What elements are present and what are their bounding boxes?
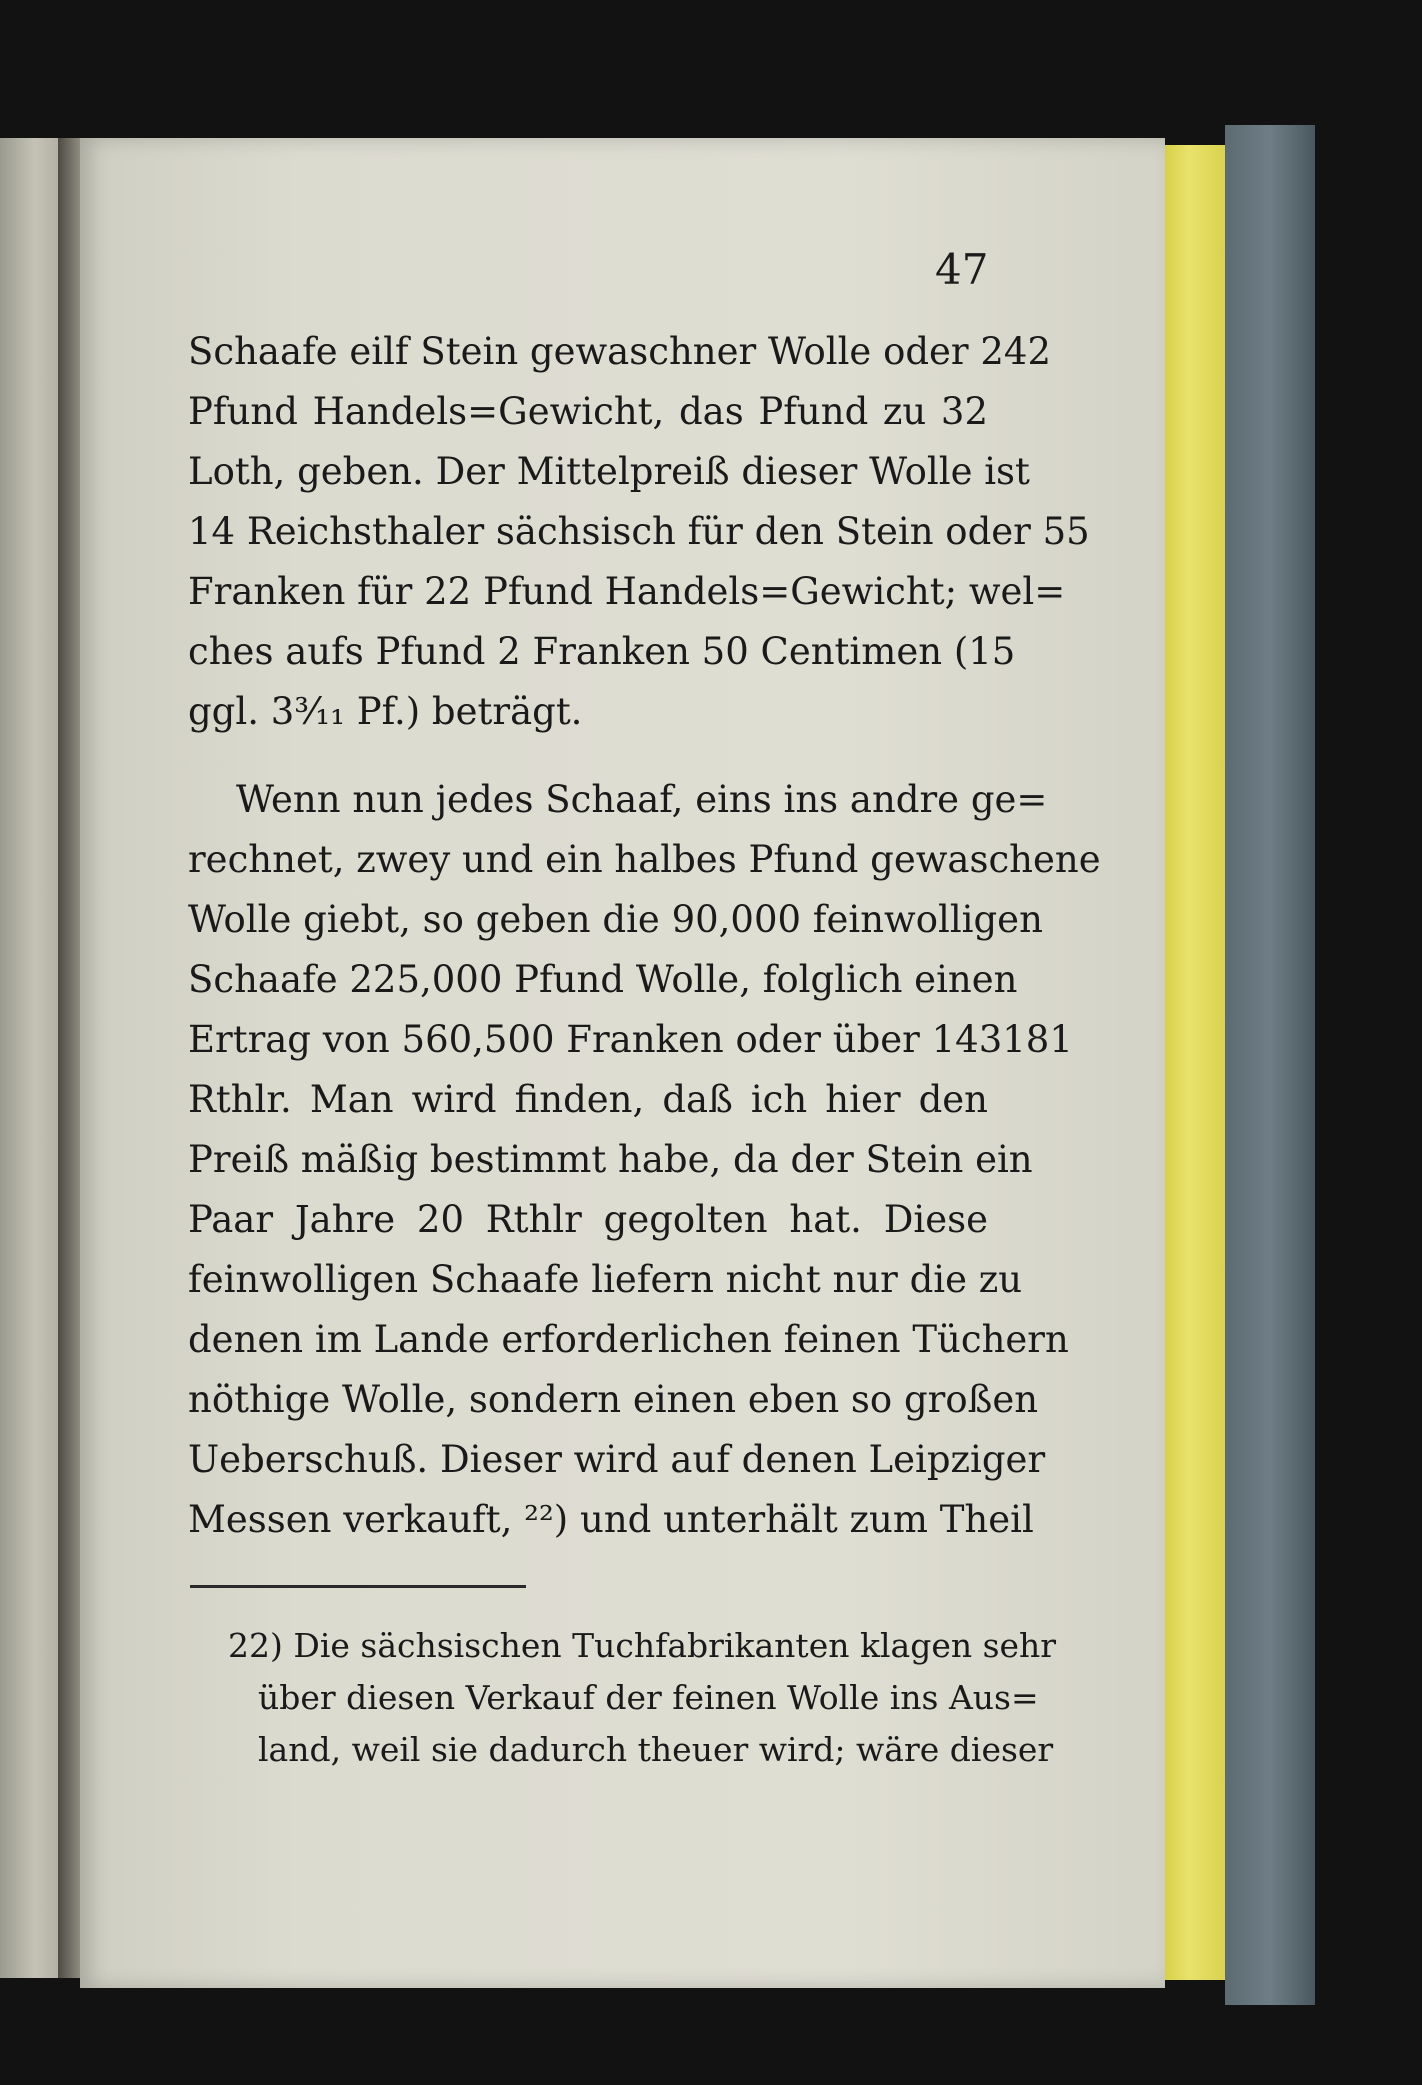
page-block-edge bbox=[1165, 145, 1225, 1980]
book-gutter bbox=[58, 138, 80, 1978]
text-line: Preiß mäßig bestimmt habe, da der Stein ein bbox=[188, 1138, 1033, 1181]
text-line: Pfund Handels=Gewicht, das Pfund zu 32 bbox=[188, 390, 988, 433]
left-page-edge bbox=[0, 138, 58, 1978]
text-line: ches aufs Pfund 2 Franken 50 Centimen (15 bbox=[188, 630, 1016, 673]
text-line: Wenn nun jedes Schaaf, eins ins andre ge= bbox=[236, 778, 1048, 821]
text-line: ggl. 3³⁄₁₁ Pf.) beträgt. bbox=[188, 690, 583, 733]
body-text bbox=[188, 322, 1101, 1550]
footnote bbox=[228, 1620, 1057, 1776]
text-line: Loth, geben. Der Mittelpreiß dieser Wolle ist bbox=[188, 450, 1030, 493]
text-line: nöthige Wolle, sondern einen eben so großen bbox=[188, 1378, 1039, 1421]
text-line: Ertrag von 560,500 Franken oder über 143181 bbox=[188, 1018, 1073, 1061]
text-line: denen im Lande erforderlichen feinen Tüchern bbox=[188, 1318, 1069, 1361]
text-line: Rthlr. Man wird finden, daß ich hier den bbox=[188, 1078, 988, 1121]
footnote-line: über diesen Verkauf der feinen Wolle ins Aus= bbox=[258, 1678, 1039, 1717]
text-line: 14 Reichsthaler sächsisch für den Stein oder 55 bbox=[188, 510, 1090, 553]
footnote-line: land, weil sie dadurch theuer wird; wäre dieser bbox=[258, 1730, 1054, 1769]
text-line: Paar Jahre 20 Rthlr gegolten hat. Diese bbox=[188, 1198, 988, 1241]
text-line: Ueberschuß. Dieser wird auf denen Leipziger bbox=[188, 1438, 1046, 1481]
text-line: Messen verkauft, ²²) und unterhält zum Theil bbox=[188, 1498, 1034, 1541]
text-line: feinwolligen Schaafe liefern nicht nur die zu bbox=[188, 1258, 1023, 1301]
text-line: Schaafe eilf Stein gewaschner Wolle oder 242 bbox=[188, 330, 1051, 373]
page-number: 47 bbox=[935, 245, 989, 294]
footnote-divider bbox=[190, 1585, 526, 1588]
footnote-line: 22) Die sächsischen Tuchfabrikanten klagen sehr bbox=[228, 1626, 1057, 1665]
book-cover bbox=[1225, 125, 1315, 2005]
text-line: Wolle giebt, so geben die 90,000 feinwolligen bbox=[188, 898, 1043, 941]
text-line: rechnet, zwey und ein halbes Pfund gewaschene bbox=[188, 838, 1101, 881]
text-line: Franken für 22 Pfund Handels=Gewicht; wel= bbox=[188, 570, 1066, 613]
text-line: Schaafe 225,000 Pfund Wolle, folglich einen bbox=[188, 958, 1018, 1001]
